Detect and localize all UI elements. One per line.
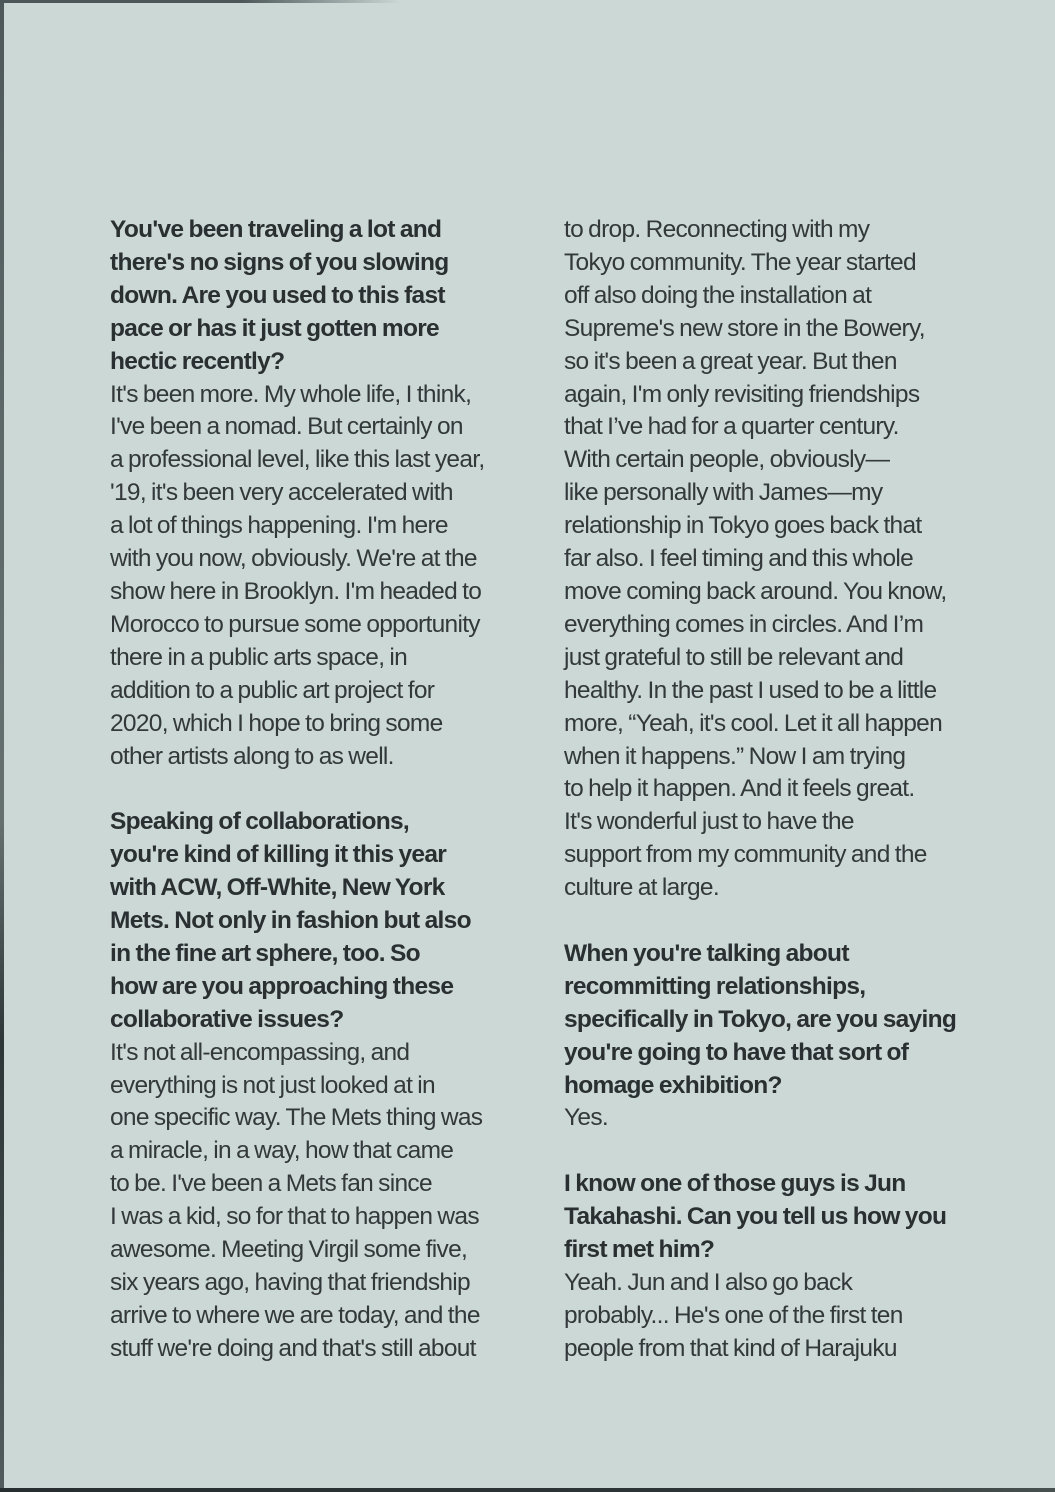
text-line: Tokyo community. The year started: [564, 248, 916, 276]
text-line: to help it happen. And it feels great.: [564, 775, 915, 803]
page-edge-top: [0, 0, 401, 3]
question-block: [110, 214, 546, 379]
text-line: to be. I've been a Mets fan since: [110, 1170, 432, 1198]
text-line: Takahashi. Can you tell us how you: [564, 1203, 947, 1231]
text-line: with you now, obviously. We're at the: [110, 545, 477, 573]
text-line: Supreme's new store in the Bowery,: [564, 314, 925, 342]
text-line: 2020, which I hope to bring some: [110, 709, 443, 737]
text-line: when it happens.” Now I am trying: [564, 742, 906, 770]
text-line: homage exhibition?: [564, 1071, 782, 1099]
text-line: off also doing the installation at: [564, 281, 872, 309]
text-line: so it's been a great year. But then: [564, 347, 897, 375]
article-column-left: [110, 214, 546, 1366]
page-edge-bottom: [0, 1488, 1055, 1492]
text-line: probably... He's one of the first ten: [564, 1301, 903, 1329]
answer-block: [564, 1102, 1000, 1135]
text-line: I was a kid, so for that to happen was: [110, 1203, 479, 1231]
text-line: show here in Brooklyn. I'm headed to: [110, 577, 482, 605]
text-line: you're kind of killing it this year: [110, 841, 447, 869]
text-line: With certain people, obviously—: [564, 446, 890, 474]
text-line: Mets. Not only in fashion but also: [110, 907, 471, 935]
text-line: arrive to where we are today, and the: [110, 1301, 480, 1329]
text-line: stuff we're doing and that's still about: [110, 1334, 476, 1362]
text-line: other artists along to as well.: [110, 742, 394, 770]
text-line: recommitting relationships,: [564, 972, 866, 1000]
text-line: there in a public arts space, in: [110, 643, 408, 671]
text-line: Morocco to pursue some opportunity: [110, 610, 480, 638]
text-line: more, “Yeah, it's cool. Let it all happen: [564, 709, 943, 737]
text-line: Yeah. Jun and I also go back: [564, 1268, 853, 1296]
text-line: culture at large.: [564, 874, 719, 902]
text-line: in the fine art sphere, too. So: [110, 939, 420, 967]
question-block: [564, 1168, 1000, 1267]
text-line: a miracle, in a way, how that came: [110, 1137, 454, 1165]
text-line: You've been traveling a lot and: [110, 216, 442, 243]
text-line: It's not all-encompassing, and: [110, 1038, 410, 1066]
text-line: just grateful to still be relevant and: [564, 643, 904, 671]
text-line: you're going to have that sort of: [564, 1038, 909, 1066]
text-line: relationship in Tokyo goes back that: [564, 512, 922, 540]
article-column-right: [564, 214, 1000, 1366]
text-line: to drop. Reconnecting with my: [564, 216, 870, 243]
text-line: one specific way. The Mets thing was: [110, 1104, 483, 1132]
text-line: down. Are you used to this fast: [110, 281, 445, 309]
answer-block: [110, 379, 546, 774]
text-line: a lot of things happening. I'm here: [110, 512, 448, 540]
text-line: again, I'm only revisiting friendships: [564, 380, 920, 408]
text-line: addition to a public art project for: [110, 676, 435, 704]
text-line: pace or has it just gotten more: [110, 314, 439, 342]
answer-block: [564, 214, 1000, 905]
text-line: I know one of those guys is Jun: [564, 1170, 906, 1198]
text-line: '19, it's been very accelerated with: [110, 479, 453, 507]
text-line: first met him?: [564, 1236, 715, 1264]
text-line: healthy. In the past I used to be a little: [564, 676, 937, 704]
text-line: Yes.: [564, 1104, 608, 1132]
text-line: hectic recently?: [110, 347, 285, 375]
text-line: far also. I feel timing and this whole: [564, 545, 914, 573]
text-line: a professional level, like this last year,: [110, 446, 485, 474]
answer-block: [564, 1267, 1000, 1366]
text-line: that I’ve had for a quarter century.: [564, 413, 899, 441]
question-block: [110, 806, 546, 1036]
text-line: there's no signs of you slowing: [110, 248, 449, 276]
text-line: It's wonderful just to have the: [564, 808, 854, 836]
text-line: everything is not just looked at in: [110, 1071, 435, 1099]
text-line: how are you approaching these: [110, 972, 454, 1000]
text-line: specifically in Tokyo, are you saying: [564, 1005, 957, 1033]
text-line: It's been more. My whole life, I think,: [110, 380, 472, 408]
text-line: move coming back around. You know,: [564, 577, 947, 605]
text-line: six years ago, having that friendship: [110, 1268, 470, 1296]
text-line: awesome. Meeting Virgil some five,: [110, 1236, 468, 1264]
question-block: [564, 938, 1000, 1103]
page-edge-left: [0, 0, 4, 1492]
text-line: like personally with James—my: [564, 479, 883, 507]
text-line: people from that kind of Harajuku: [564, 1334, 897, 1362]
text-line: with ACW, Off-White, New York: [110, 874, 445, 902]
answer-block: [110, 1037, 546, 1366]
text-line: collaborative issues?: [110, 1005, 344, 1033]
text-line: support from my community and the: [564, 841, 927, 869]
text-line: When you're talking about: [564, 939, 849, 967]
text-line: Speaking of collaborations,: [110, 808, 410, 836]
text-line: I've been a nomad. But certainly on: [110, 413, 463, 441]
interview-article: [110, 214, 1000, 1366]
text-line: everything comes in circles. And I’m: [564, 610, 924, 638]
